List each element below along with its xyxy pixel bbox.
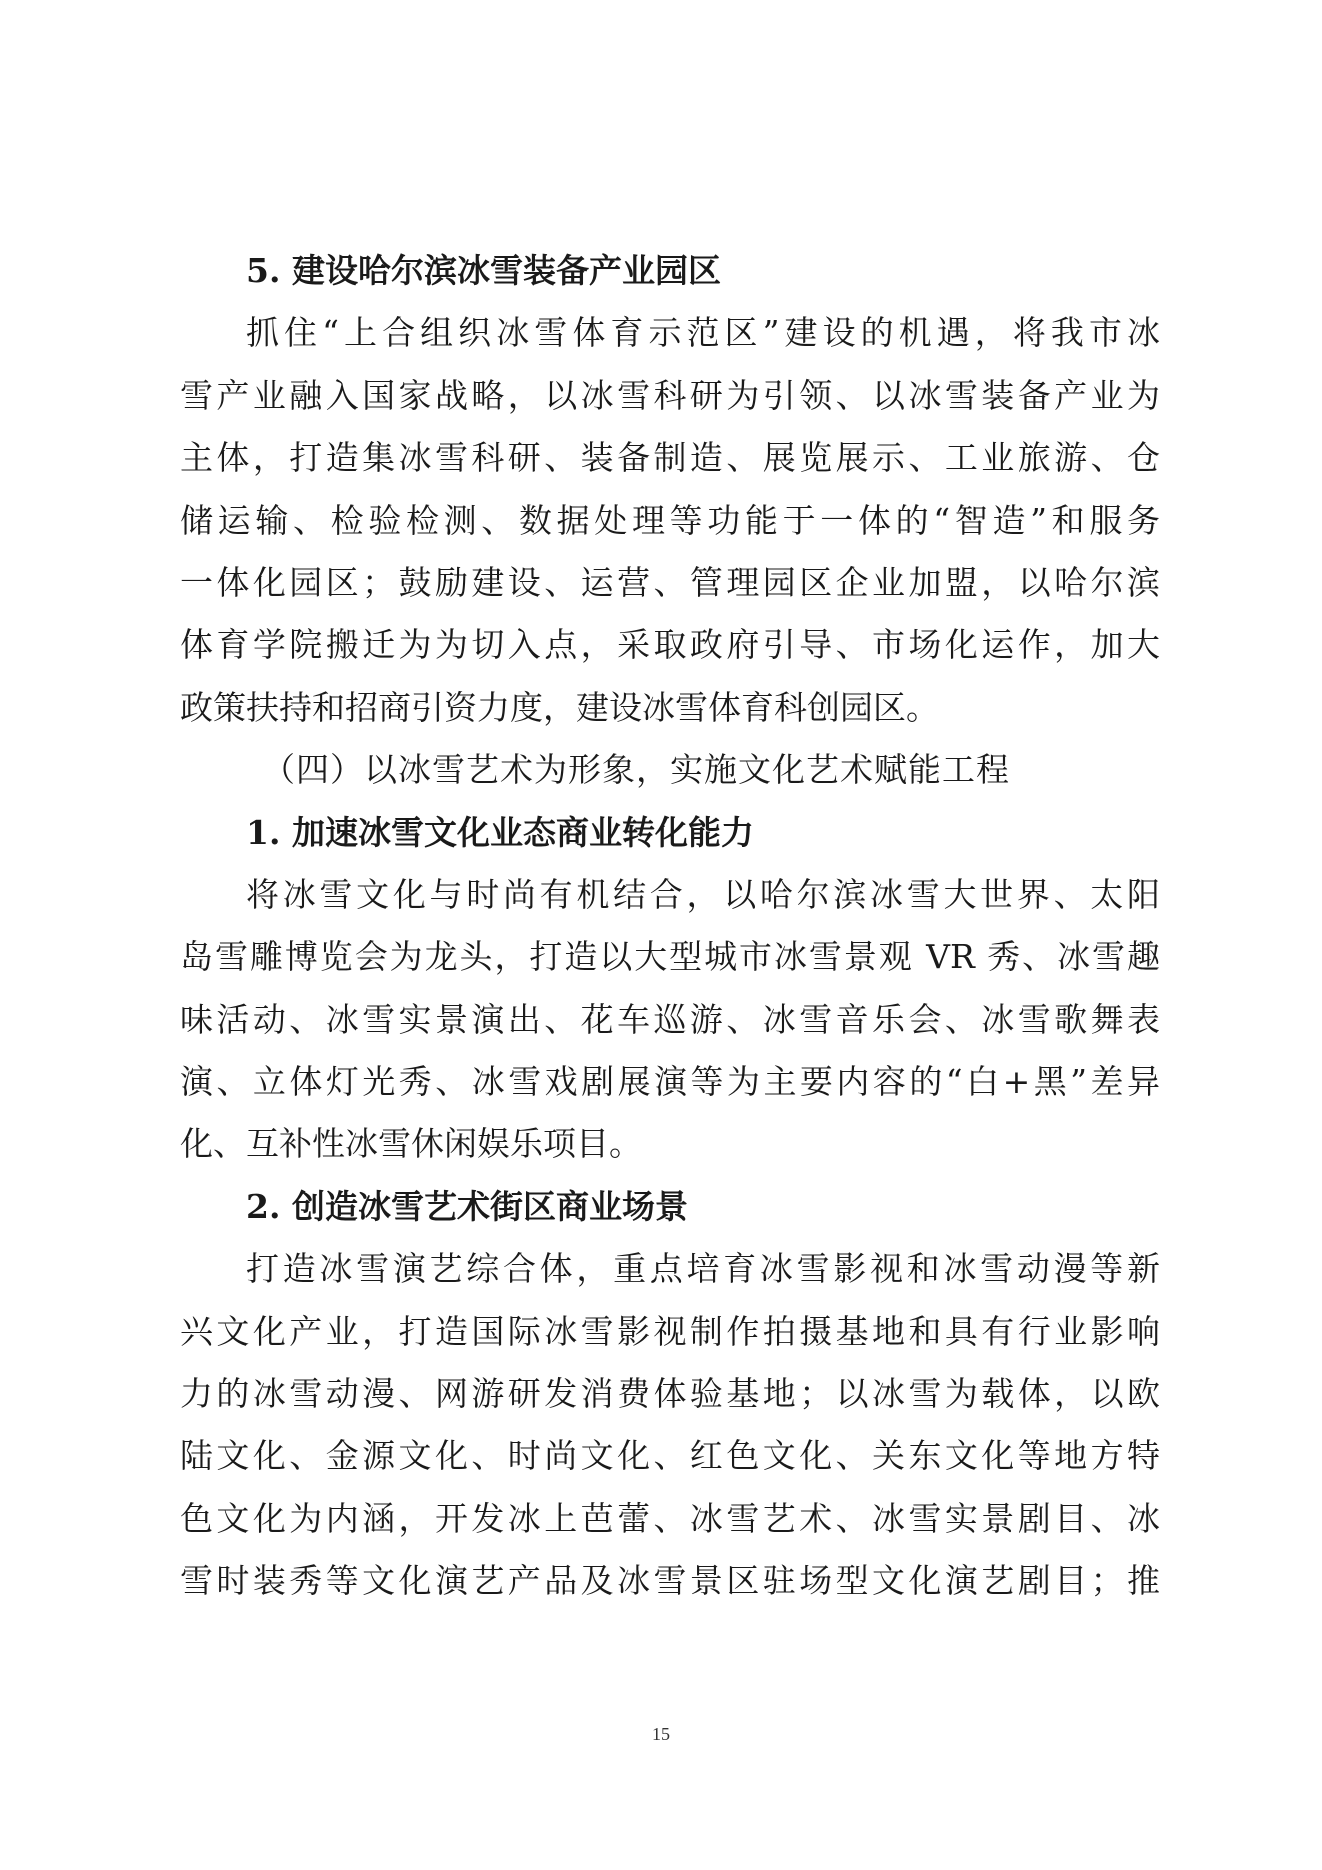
paragraph-line: 抓住“上合组织冰雪体育示范区”建设的机遇，将我市冰	[246, 313, 1160, 353]
section-subheading-art-empowerment: （四）以冰雪艺术为形象，实施文化艺术赋能工程	[262, 750, 1010, 790]
paragraph-line: 色文化为内涵，开发冰上芭蕾、冰雪艺术、冰雪实景剧目、冰	[180, 1498, 1160, 1538]
paragraph-line: 一体化园区；鼓励建设、运营、管理园区企业加盟，以哈尔滨	[180, 562, 1160, 602]
paragraph-line: 兴文化产业，打造国际冰雪影视制作拍摄基地和具有行业影响	[180, 1311, 1160, 1351]
section-heading-art-district: 2. 创造冰雪艺术街区商业场景	[246, 1186, 688, 1226]
paragraph-line: 演、立体灯光秀、冰雪戏剧展演等为主要内容的“白+黑”差异	[180, 1062, 1160, 1102]
paragraph-line: 雪产业融入国家战略，以冰雪科研为引领、以冰雪装备产业为	[180, 375, 1160, 415]
paragraph-line: 政策扶持和招商引资力度，建设冰雪体育科创园区。	[180, 687, 939, 727]
paragraph-line: 化、互补性冰雪休闲娱乐项目。	[180, 1124, 642, 1164]
section-heading-culture-conversion: 1. 加速冰雪文化业态商业转化能力	[246, 812, 754, 852]
document-body	[180, 240, 1160, 1613]
page-number: 15	[652, 1724, 670, 1744]
paragraph-line: 储运输、检验检测、数据处理等功能于一体的“智造”和服务	[180, 500, 1160, 540]
paragraph-line: 陆文化、金源文化、时尚文化、红色文化、关东文化等地方特	[180, 1436, 1160, 1476]
paragraph-line: 力的冰雪动漫、网游研发消费体验基地；以冰雪为载体，以欧	[180, 1374, 1160, 1414]
paragraph-line: 雪时装秀等文化演艺产品及冰雪景区驻场型文化演艺剧目；推	[180, 1561, 1160, 1601]
paragraph-line: 打造冰雪演艺综合体，重点培育冰雪影视和冰雪动漫等新	[246, 1249, 1160, 1289]
paragraph-line: 岛雪雕博览会为龙头，打造以大型城市冰雪景观 VR 秀、冰雪趣	[180, 937, 1160, 977]
paragraph-line: 主体，打造集冰雪科研、装备制造、展览展示、工业旅游、仓	[180, 438, 1160, 478]
paragraph-line: 味活动、冰雪实景演出、花车巡游、冰雪音乐会、冰雪歌舞表	[180, 999, 1160, 1039]
paragraph-line: 体育学院搬迁为为切入点，采取政府引导、市场化运作，加大	[180, 625, 1160, 665]
paragraph-line: 将冰雪文化与时尚有机结合，以哈尔滨冰雪大世界、太阳	[246, 874, 1160, 914]
section-heading-equipment-park: 5. 建设哈尔滨冰雪装备产业园区	[246, 251, 721, 290]
